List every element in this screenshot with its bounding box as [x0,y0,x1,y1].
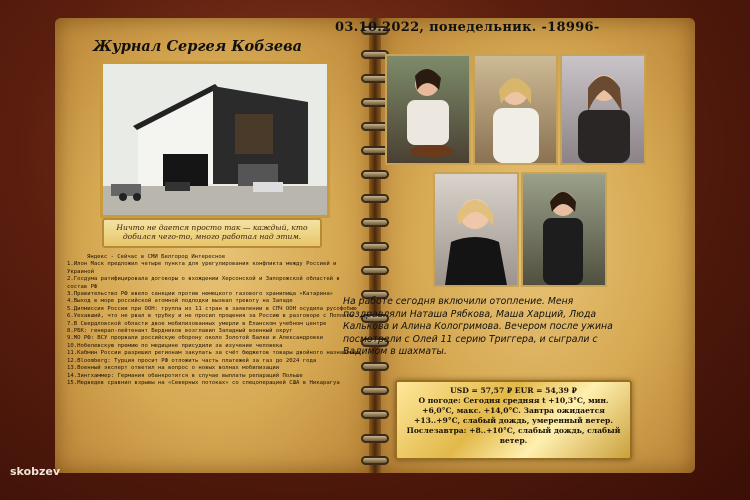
news-item: 8.РБК: генерал-лейтенант Бердников возглавил Западный военный округ [67,328,293,335]
news-item: 10.Нобелевскую премию по медицине присудили за изучение человека [67,342,283,349]
news-item: 3.Правительство РФ ввело санкции против немецкого газового хранилища «Катарина» [67,291,334,298]
news-item: 7.В Свердловской области двое мобилизованных умерли в Еланском учебном центре [67,320,327,327]
news-item: 1.Илон Маск предложил четыре пункта для урегулирования конфликта между Россией и Украиной [67,261,337,275]
news-item: 15.Медведев сравнил взрывы на «Северных потоках» со спецоперацией США в Никарагуа [67,379,340,386]
house-photo [100,61,330,218]
news-header: Яндекс - Сейчас в СМИ Белгород Интересное [87,254,226,260]
news-item: 11.Кабмин России разрешил регионам закупать за счёт бюджетов товары двойного назначения [67,350,360,357]
photo-woman-dark-jacket [560,54,646,165]
photo-woman-kitchen [385,54,471,165]
news-item: 4.Выход в море российской атомной подлодки вызвал тревогу на Западе [67,298,293,305]
news-list [67,254,362,387]
news-item: 5.Дипмиссия России при ООН: группа из 11 стран в заявлении в СПЧ ООН осудила русофобию [67,305,357,312]
news-item: 12.Bloomberg: Турция просит РФ отложить часть платежей за газ до 2024 года [67,357,317,364]
photo-woman-padded-jacket [521,172,607,287]
photo-woman-black-top [433,172,519,287]
currency-rates: USD = 57,57 ₽ EUR = 54,39 ₽ [450,386,577,395]
news-item: 2.Госдума ратифицировала договоры о вхождении Херсонской и Запорожской областей в состав РФ [67,276,340,290]
news-item: 9.МО РФ: ВСУ прорвали российскую оборону около Золотой Балки и Александровки [67,335,323,342]
news-item: 14.Зингхаммер: Германия обанкротится в случае выплаты репараций Польше [67,372,303,379]
news-item: 6.Уехавший, что не рвал в трубку и не просил прощения за Россию в разговоре с Поповом [67,313,354,320]
photo-woman-blonde [473,54,558,165]
entry-date: 03.10.2022, понедельник. -18996- [335,20,600,35]
news-item: 13.Военный эксперт ответил на вопрос о новых волнах мобилизации [67,365,280,372]
diary-entry-text: На работе сегодня включили отопление. Меня поздравляли Наташа Рябкова, Маша Харций, Люда Калькова и Алина Кологримова. Вечером после ужина посмотрели с Олей 11 серию Триггера, и сыграли с Вадимом в шахматы. [343,296,613,358]
info-plaque [395,380,632,460]
motivational-quote: Ничто не дается просто так — каждый, кто добился чего-то, много работал над этим. [102,218,322,248]
weather-report: О погоде: Сегодня средняя t +10,3°C, мин. +6,0°C, макс. +14,0°C. Завтра ожидается +13..+9°C, слабый дождь, умеренный ветер. Послезавтра: +8..+10°C, слабый дождь, слабый ветер. [406,396,621,445]
author-signature: skobzev [10,465,61,478]
journal-title: Журнал Сергея Кобзева [93,38,303,55]
